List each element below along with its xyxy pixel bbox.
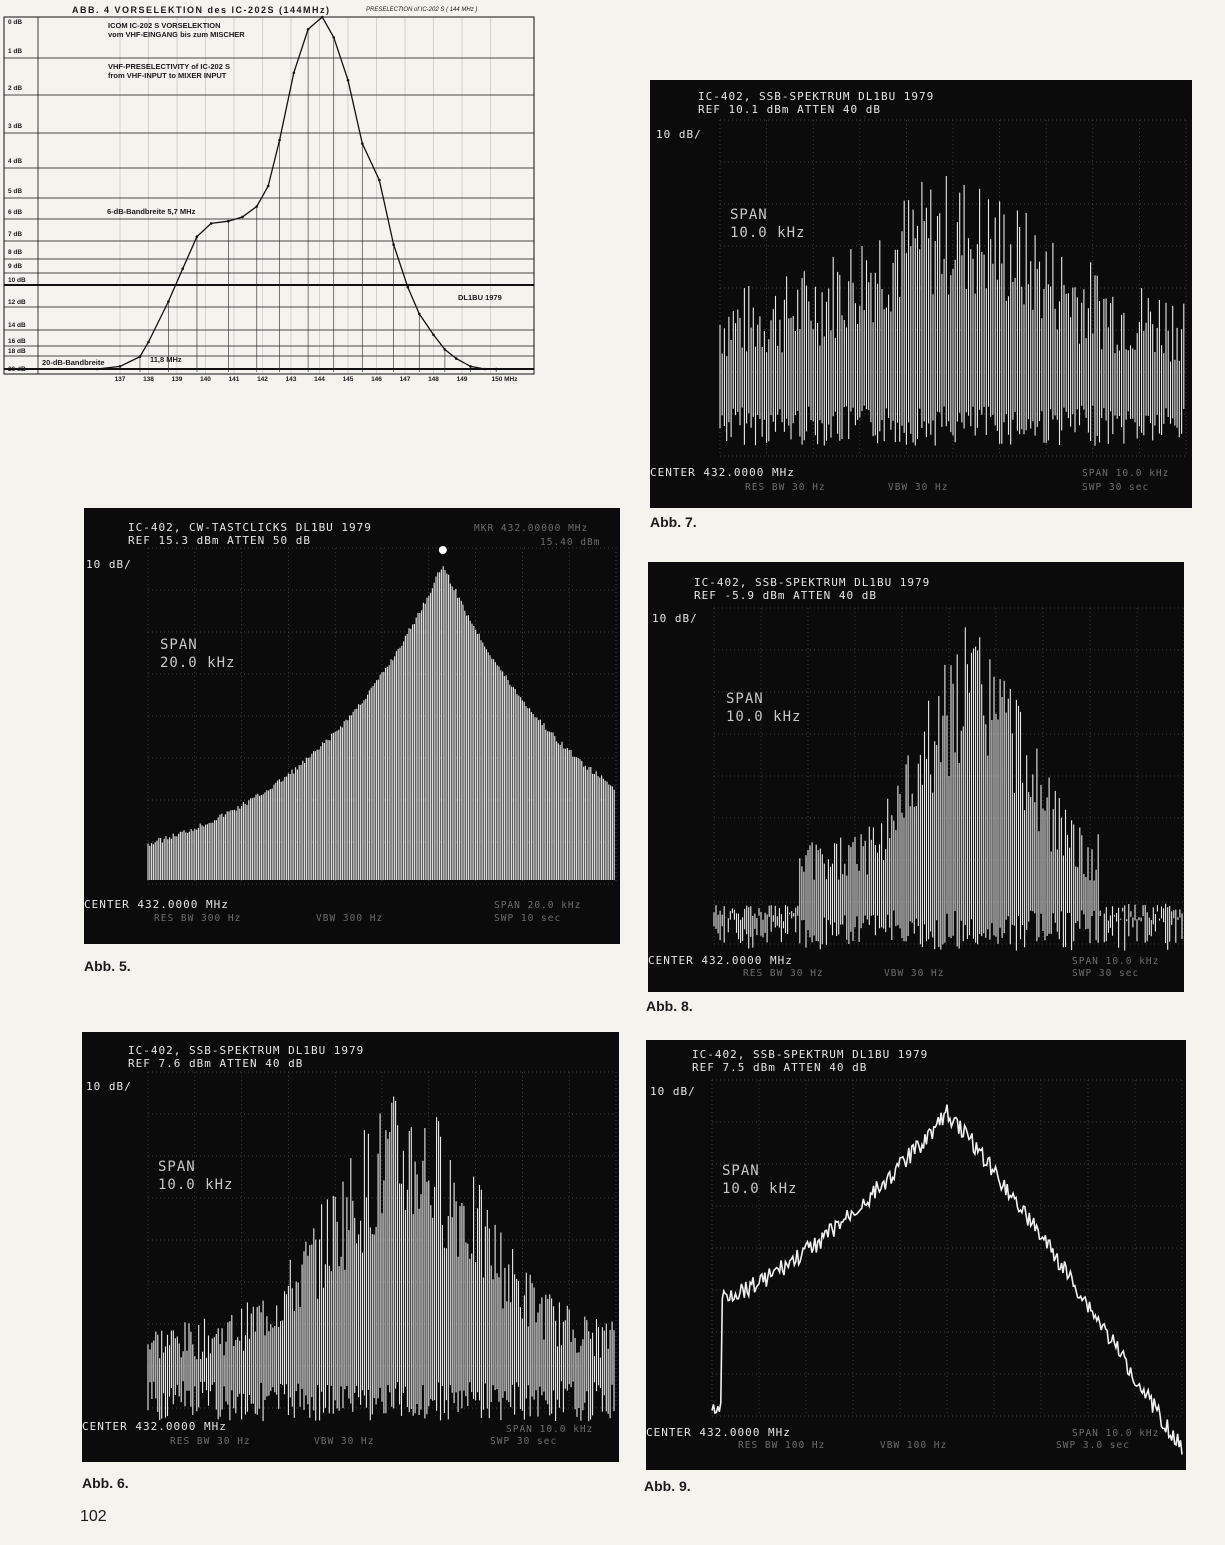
- abb6-center: CENTER 432.0000 MHz: [82, 1420, 227, 1433]
- abb8-center: CENTER 432.0000 MHz: [648, 954, 793, 967]
- abb6-caption: Abb. 6.: [82, 1475, 129, 1491]
- fig4-data-point: [119, 365, 122, 368]
- fig4-data-point: [392, 243, 395, 246]
- abb5-vbw: VBW 300 Hz: [316, 913, 384, 924]
- abb6-screen: [82, 1032, 619, 1462]
- fig4-data-point: [321, 16, 324, 19]
- abb8-trace: [648, 562, 1184, 992]
- fig4-data-point: [347, 79, 350, 82]
- abb5-span-label: SPAN: [160, 637, 198, 653]
- fig4-data-point: [96, 368, 99, 371]
- fig4-data-point: [455, 357, 458, 360]
- fig4-y-label: 10 dB: [8, 277, 26, 284]
- fig4-preselection-chart: [0, 0, 540, 398]
- fig4-bw20-label: 20-dB-Bandbreite: [42, 358, 105, 367]
- fig4-note-en: [108, 62, 230, 80]
- marker-dot: [439, 546, 447, 554]
- abb9-center: CENTER 432.0000 MHz: [646, 1426, 791, 1439]
- abb8-span-label: SPAN: [726, 691, 764, 707]
- abb6-scale: 10 dB/: [86, 1080, 132, 1093]
- abb7-center: CENTER 432.0000 MHz: [650, 466, 795, 479]
- fig4-data-point: [147, 341, 150, 344]
- abb8-header-line2: REF -5.9 dBm ATTEN 40 dB: [694, 589, 877, 602]
- abb8-rbw: RES BW 30 Hz: [743, 968, 824, 979]
- abb7-vbw: VBW 30 Hz: [888, 482, 949, 493]
- spectrum-trace: [148, 566, 614, 880]
- abb6-vbw: VBW 30 Hz: [314, 1436, 375, 1447]
- abb7-header-line1: IC-402, SSB-SPEKTRUM DL1BU 1979: [698, 90, 935, 103]
- abb5-marker-freq: MKR 432.00000 MHz: [474, 523, 589, 534]
- fig4-data-point: [407, 286, 410, 289]
- fig4-y-label: 9 dB: [8, 263, 23, 270]
- fig4-y-label: 3 dB: [8, 123, 23, 130]
- fig4-x-label: 139: [171, 376, 183, 383]
- fig4-x-label: 142: [257, 376, 268, 383]
- abb5-center: CENTER 432.0000 MHz: [84, 898, 229, 911]
- abb5-swp: SWP 10 sec: [494, 913, 562, 924]
- spectrum-trace: [714, 627, 1182, 950]
- abb9-span: [722, 1162, 797, 1198]
- abb7-span: [730, 206, 805, 242]
- abb6-span: [158, 1158, 233, 1194]
- fig4-x-label: 145: [342, 376, 354, 383]
- fig4-subtitle: PRESELECTION of IC-202 S ( 144 MHz ): [366, 7, 478, 13]
- page-number: 102: [80, 1508, 107, 1525]
- fig4-data-point: [267, 185, 270, 188]
- abb6-trace: [82, 1032, 619, 1462]
- fig4-y-label: 20 dB: [8, 366, 26, 373]
- fig4-data-point: [484, 368, 487, 371]
- abb5-span-bottom: SPAN 20.0 kHz: [494, 900, 582, 911]
- fig4-data-point: [227, 220, 230, 223]
- fig4-data-point: [278, 139, 281, 142]
- fig4-y-label: 12 dB: [8, 299, 26, 306]
- abb8-header-line1: IC-402, SSB-SPEKTRUM DL1BU 1979: [694, 576, 931, 589]
- abb5-rbw: RES BW 300 Hz: [154, 913, 242, 924]
- abb7-screen: [650, 80, 1192, 508]
- abb8-span-bottom: SPAN 10.0 kHz: [1072, 956, 1160, 967]
- abb9-caption: Abb. 9.: [644, 1478, 691, 1494]
- fig4-x-label: 143: [285, 376, 297, 383]
- fig4-data-point: [255, 205, 258, 208]
- fig4-x-label: 150 MHz: [491, 376, 518, 383]
- fig4-y-label: 16 dB: [8, 338, 26, 345]
- fig4-x-label: 147: [399, 376, 411, 383]
- fig4-note-en-line2: from VHF-INPUT to MIXER INPUT: [108, 71, 227, 80]
- fig4-data-point: [361, 142, 364, 145]
- abb7-rbw: RES BW 30 Hz: [745, 482, 826, 493]
- fig4-data-point: [241, 216, 244, 219]
- abb5-span-value: 20.0 kHz: [160, 655, 236, 671]
- abb9-header-line2: REF 7.5 dBm ATTEN 40 dB: [692, 1061, 868, 1074]
- abb8-span-value: 10.0 kHz: [726, 709, 802, 725]
- fig4-x-label: 148: [428, 376, 439, 383]
- fig4-data-point: [196, 235, 199, 238]
- abb7-scale: 10 dB/: [656, 128, 702, 141]
- abb7-span-value: 10.0 kHz: [730, 225, 806, 241]
- fig4-y-label: 2 dB: [8, 85, 23, 92]
- fig4-x-label: 138: [143, 376, 154, 383]
- abb5-caption: Abb. 5.: [84, 958, 131, 974]
- fig4-y-label: 18 dB: [8, 348, 26, 355]
- fig4-title: ABB. 4 VORSELEKTION des IC-202S (144MHz): [72, 5, 331, 15]
- fig4-note-de-line1: ICOM IC-202 S VORSELEKTION: [108, 21, 221, 30]
- abb6-span-label: SPAN: [158, 1159, 196, 1175]
- fig4-plot: [0, 0, 540, 398]
- abb5-trace: [84, 508, 620, 944]
- abb8-screen: [648, 562, 1184, 992]
- abb7-swp: SWP 30 sec: [1082, 482, 1150, 493]
- abb7-header-line2: REF 10.1 dBm ATTEN 40 dB: [698, 103, 881, 116]
- abb6-header-line2: REF 7.6 dBm ATTEN 40 dB: [128, 1057, 304, 1070]
- fig4-note-de: [108, 21, 245, 39]
- abb9-scale: 10 dB/: [650, 1085, 696, 1098]
- fig4-bw20-value: 11,8 MHz: [150, 355, 182, 364]
- abb9-swp: SWP 3.0 sec: [1056, 1440, 1130, 1451]
- fig4-data-point: [469, 365, 472, 368]
- abb5-header-line1: IC-402, CW-TASTCLICKS DL1BU 1979: [128, 521, 372, 534]
- abb5-span: [160, 636, 235, 672]
- fig4-x-label: 149: [456, 376, 468, 383]
- fig4-data-point: [181, 268, 184, 271]
- abb8-scale: 10 dB/: [652, 612, 698, 625]
- abb6-rbw: RES BW 30 Hz: [170, 1436, 251, 1447]
- fig4-y-label: 8 dB: [8, 249, 23, 256]
- fig4-author: DL1BU 1979: [458, 293, 502, 302]
- fig4-y-label: 5 dB: [8, 188, 23, 195]
- fig4-data-point: [210, 222, 213, 225]
- abb9-span-label: SPAN: [722, 1163, 760, 1179]
- fig4-data-point: [418, 313, 421, 316]
- abb5-screen: [84, 508, 620, 944]
- fig4-x-label: 140: [200, 376, 211, 383]
- fig4-data-point: [139, 355, 142, 358]
- fig4-data-point: [378, 179, 381, 182]
- abb6-header-line1: IC-402, SSB-SPEKTRUM DL1BU 1979: [128, 1044, 365, 1057]
- fig4-x-label: 141: [228, 376, 240, 383]
- fig4-x-label: 144: [314, 376, 325, 383]
- fig4-y-label: 1 dB: [8, 48, 23, 55]
- fig4-data-point: [293, 72, 296, 75]
- abb7-span-bottom: SPAN 10.0 kHz: [1082, 468, 1170, 479]
- abb9-vbw: VBW 100 Hz: [880, 1440, 948, 1451]
- abb7-trace: [650, 80, 1192, 508]
- abb6-swp: SWP 30 sec: [490, 1436, 558, 1447]
- fig4-y-label: 4 dB: [8, 158, 23, 165]
- abb7-span-label: SPAN: [730, 207, 768, 223]
- fig4-note-de-line2: vom VHF-EINGANG bis zum MISCHER: [108, 30, 245, 39]
- abb9-span-value: 10.0 kHz: [722, 1181, 798, 1197]
- fig4-data-point: [167, 300, 170, 303]
- fig4-data-point: [495, 368, 498, 371]
- abb9-screen: [646, 1040, 1186, 1470]
- abb9-rbw: RES BW 100 Hz: [738, 1440, 826, 1451]
- abb5-marker-level: 15.40 dBm: [540, 537, 601, 548]
- fig4-y-label: 7 dB: [8, 231, 23, 238]
- fig4-data-point: [332, 36, 335, 39]
- fig4-frame: [4, 17, 534, 374]
- spectrum-trace: [148, 1097, 614, 1422]
- abb8-caption: Abb. 8.: [646, 998, 693, 1014]
- fig4-y-label: 14 dB: [8, 322, 26, 329]
- abb9-trace: [646, 1040, 1186, 1470]
- fig4-note-en-line1: VHF-PRESELECTIVITY of IC-202 S: [108, 62, 230, 71]
- abb9-header-line1: IC-402, SSB-SPEKTRUM DL1BU 1979: [692, 1048, 929, 1061]
- spectrum-trace: [712, 1105, 1182, 1455]
- fig4-x-label: 137: [114, 376, 126, 383]
- abb5-header-line2: REF 15.3 dBm ATTEN 50 dB: [128, 534, 311, 547]
- fig4-y-label: 0 dB: [8, 19, 23, 26]
- abb6-span-bottom: SPAN 10.0 kHz: [506, 1424, 594, 1435]
- fig4-y-label: 6 dB: [8, 209, 23, 216]
- abb8-swp: SWP 30 sec: [1072, 968, 1140, 979]
- fig4-x-label: 146: [371, 376, 382, 383]
- abb7-caption: Abb. 7.: [650, 514, 697, 530]
- abb6-span-value: 10.0 kHz: [158, 1177, 234, 1193]
- abb5-scale: 10 dB/: [86, 558, 132, 571]
- fig4-data-point: [444, 348, 447, 351]
- abb9-span-bottom: SPAN 10.0 kHz: [1072, 1428, 1160, 1439]
- fig4-bw6-label: 6-dB-Bandbreite 5,7 MHz: [107, 207, 196, 216]
- fig4-data-point: [307, 28, 310, 31]
- fig4-data-point: [432, 334, 435, 337]
- abb8-vbw: VBW 30 Hz: [884, 968, 945, 979]
- abb8-span: [726, 690, 801, 726]
